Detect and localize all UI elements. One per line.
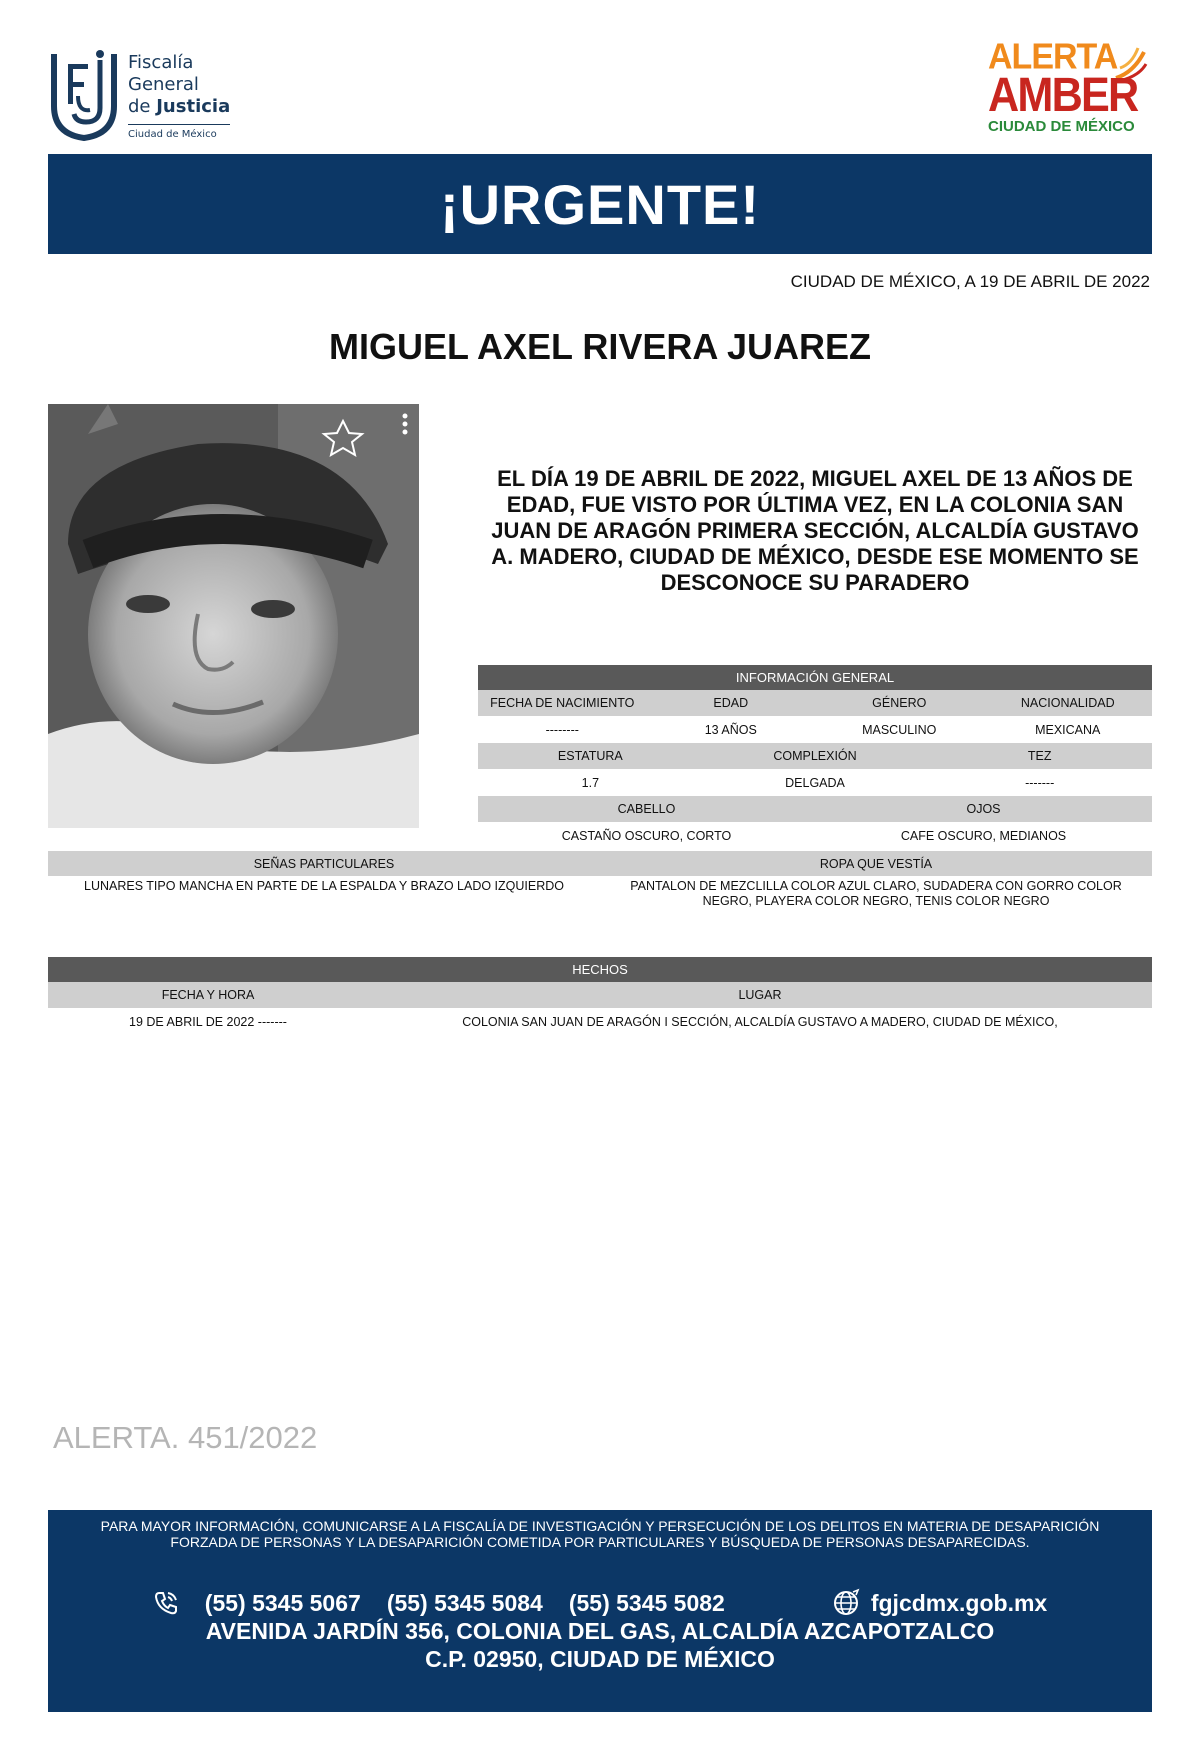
header-complexion: COMPLEXIÓN [773,749,857,763]
fgj-line3-prefix: de [128,96,157,117]
info-row3-headers [478,796,1152,822]
urgent-banner [48,154,1152,254]
info-row3-values [478,822,1152,849]
fgj-line3 [128,96,230,118]
website-link[interactable]: fgjcdmx.gob.mx [870,1589,1048,1616]
more-options-icon [403,414,408,419]
fgj-logo [48,44,248,148]
hechos-table [48,957,1152,1035]
header-tez: TEZ [1027,749,1052,763]
fgj-line3-bold: Justicia [156,96,231,117]
alerta-amber-logo [988,37,1148,150]
info-row2-headers [478,743,1152,769]
hechos-values [48,1008,1152,1035]
urgent-title: ¡URGENTE! [439,172,761,236]
header-senas: SEÑAS PARTICULARES [253,856,395,871]
hechos-title: HECHOS [572,962,628,977]
value-senas: LUNARES TIPO MANCHA EN PARTE DE LA ESPALDA Y BRAZO LADO IZQUIERDO [84,879,564,893]
fgj-line1: Fiscalía [128,52,194,73]
info-general-title: INFORMACIÓN GENERAL [735,670,895,685]
value-tez: ------- [1025,775,1055,790]
value-cabello: CASTAÑO OSCURO, CORTO [561,828,732,843]
senas-headers [48,851,1152,876]
info-row1-headers [478,690,1152,716]
value-genero: MASCULINO [862,722,937,737]
phone-icon [153,1590,179,1616]
footer-contact-line [48,1588,1152,1618]
senas-ropa-table [48,851,1152,909]
phone-number-1[interactable]: (55) 5345 5067 [204,1589,361,1616]
hechos-title-row [48,957,1152,982]
fgj-line2: General [128,74,199,95]
amber-line1: ALERTA [988,37,1118,77]
value-fecha-hora: 19 DE ABRIL DE 2022 ------- [129,1014,287,1029]
footer-address-line2: C.P. 02950, CIUDAD DE MÉXICO [425,1646,775,1672]
footer-address-line1: AVENIDA JARDÍN 356, COLONIA DEL GAS, ALCALDÍA AZCAPOTZALCO [205,1618,995,1644]
header-lugar: LUGAR [738,988,782,1002]
value-fecha-nacimiento: -------- [545,722,579,737]
alert-number: ALERTA. 451/2022 [53,1420,318,1455]
value-complexion: DELGADA [785,775,845,790]
value-nacionalidad: MEXICANA [1035,722,1101,737]
contact-footer [48,1510,1152,1712]
info-general-table [478,665,1152,849]
website-item [831,1588,1047,1618]
info-row1-values [478,716,1152,743]
amber-line3: CIUDAD DE MÉXICO [988,118,1135,135]
globe-icon [831,1588,861,1618]
portrait-image [48,404,419,828]
fgj-wordmark [128,52,230,140]
date-line: CIUDAD DE MÉXICO, A 19 DE ABRIL DE 2022 [790,272,1150,291]
amber-line2: AMBER [988,69,1138,122]
header-ojos: OJOS [966,802,1001,816]
missing-person-name: MIGUEL AXEL RIVERA JUAREZ [328,326,872,367]
header-nacionalidad: NACIONALIDAD [1020,696,1115,710]
phone-number-3[interactable]: (55) 5345 5082 [568,1589,725,1616]
fgj-line4: Ciudad de México [128,124,230,140]
header-fecha-nacimiento: FECHA DE NACIMIENTO [490,696,635,710]
header-estatura: ESTATURA [557,749,623,763]
header-fecha-hora: FECHA Y HORA [161,988,255,1002]
disappearance-description: EL DÍA 19 DE ABRIL DE 2022, MIGUEL AXEL DE 13 AÑOS DE EDAD, FUE VISTO POR ÚLTIMA VEZ, EN LA COLONIA SAN JUAN DE ARAGÓN PRIMERA SECCIÓN, ALCALDÍA GUSTAVO A. MADERO, CIUDAD DE MÉXICO, DESDE ESE MOMENTO SE DESCONOCE SU PARADERO [491,466,1139,595]
value-edad: 13 AÑOS [704,722,757,737]
header-edad: EDAD [713,696,749,710]
header-cabello: CABELLO [617,802,676,816]
value-ropa: PANTALON DE MEZCLILLA COLOR AZUL CLARO, SUDADERA CON GORRO COLOR NEGRO, PLAYERA COLOR NEGRO, TENIS COLOR NEGRO [630,879,1122,908]
hechos-headers [48,982,1152,1008]
value-estatura: 1.7 [581,775,600,790]
missing-person-photo [48,404,419,828]
fgj-emblem-icon [48,46,120,142]
senas-values [48,876,1152,909]
info-row2-values [478,769,1152,796]
footer-info-text: PARA MAYOR INFORMACIÓN, COMUNICARSE A LA FISCALÍA DE INVESTIGACIÓN Y PERSECUCIÓN DE LOS DELITOS EN MATERIA DE DESAPARICIÓN FORZADA DE PERSONAS Y LA DESAPARICIÓN COMETIDA POR PARTICULARES Y BÚSQUEDA DE PERSONAS DESAPARECIDAS. [100,1518,1100,1550]
value-ojos: CAFE OSCURO, MEDIANOS [900,828,1067,843]
header-genero: GÉNERO [872,696,927,710]
header-ropa: ROPA QUE VESTÍA [819,856,933,871]
info-general-title-row [478,665,1152,690]
phone-number-2[interactable]: (55) 5345 5084 [386,1589,543,1616]
value-lugar: COLONIA SAN JUAN DE ARAGÓN I SECCIÓN, ALCALDÍA GUSTAVO A MADERO, CIUDAD DE MÉXICO, [462,1014,1058,1029]
